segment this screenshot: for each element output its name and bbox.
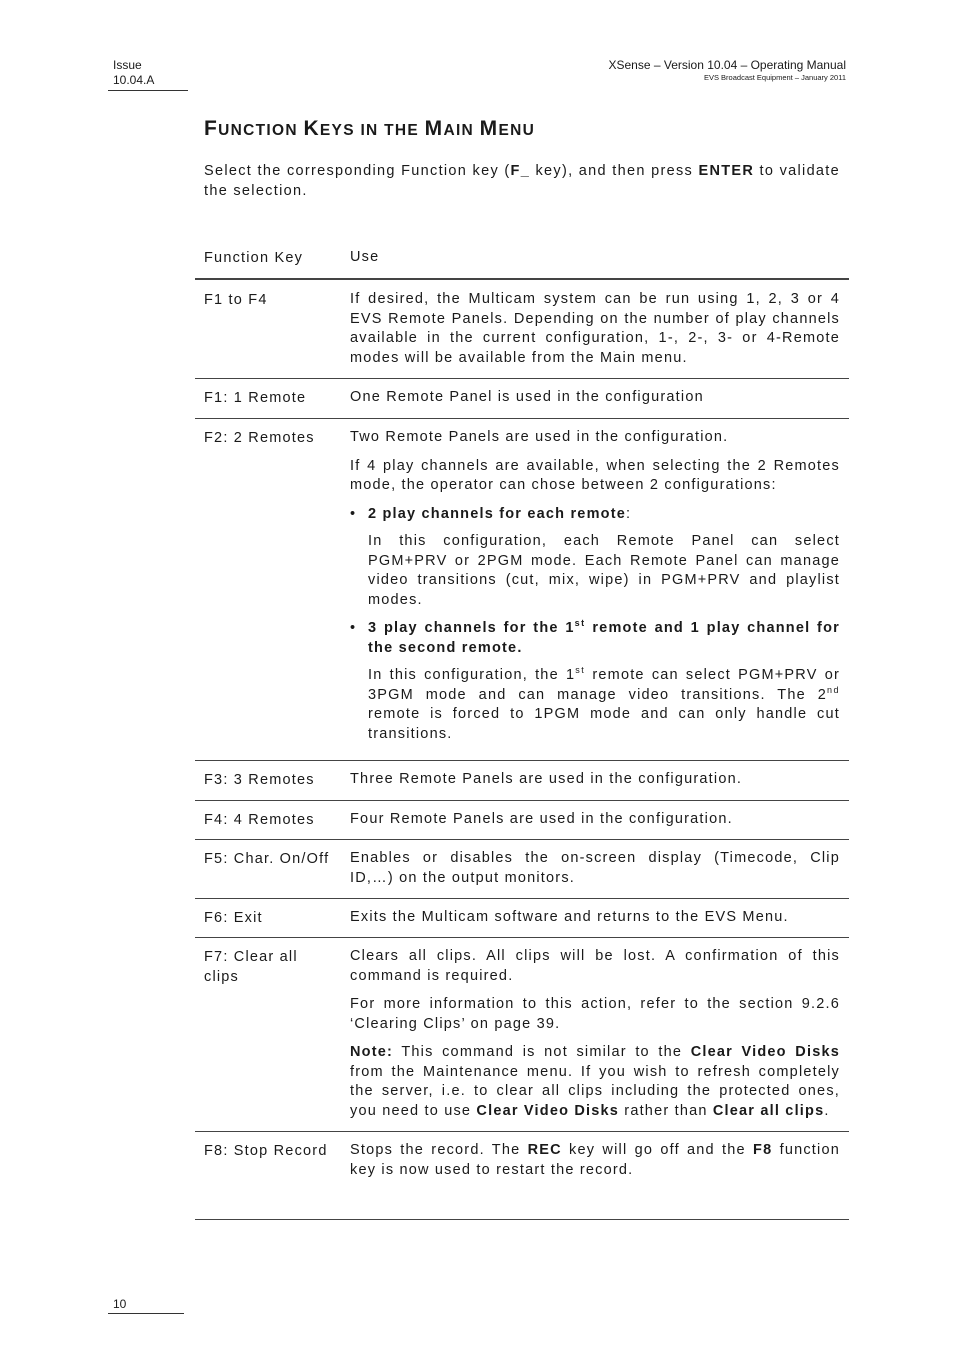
bullet-item [350,619,840,658]
use-cell: Four Remote Panels are used in the configuration. [350,811,733,827]
use-paragraph: Clears all clips. All clips will be lost. A confirmation of this command is required. [350,948,840,984]
table-row [195,379,849,419]
note-label: Note: [350,1044,394,1060]
table-row [195,840,849,899]
use-text: remote is forced to 1PGM mode and can only handle cut transitions. [368,706,840,742]
title-cap: F [204,117,219,140]
use-cell: Enables or disables the on-screen display (Timecode, Clip ID,…) on the output monitors. [350,850,840,886]
use-text: In this configuration, the 1 [368,667,576,683]
intro-text: to validate the selection. [204,163,840,199]
bullet-heading-text: 3 play channels for the 1 [368,620,575,636]
manual-title: XSense – Version 10.04 – Operating Manual [608,58,846,72]
bullet-dot-icon: • [350,505,357,522]
key-cell: F1: 1 Remote [204,390,307,406]
title-small: AIN [443,122,480,139]
use-text: rather than [619,1102,713,1119]
use-text: from the Maintenance menu. If you wish to refresh completely the server, i.e. to clear all clips including the protected ones, you need to use [350,1063,840,1119]
header-rule-left [108,90,188,91]
bold-term: F8 [753,1142,773,1158]
intro-key-enter: ENTER [698,163,755,179]
use-cell: Exits the Multicam software and returns to the EVS Menu. [350,909,789,925]
bullet-heading-text: 2 play channels for each remote [368,505,627,522]
title-cap: M [479,117,499,140]
table-row [195,1132,849,1220]
use-text: function key is now used to restart the record. [350,1142,840,1178]
use-text: Stops the record. The [350,1142,528,1158]
intro-paragraph [204,161,840,201]
use-cell: One Remote Panel is used in the configuration [350,389,704,405]
use-paragraph: Two Remote Panels are used in the configuration. [350,429,729,445]
section-title [204,117,535,141]
column-header-key: Function Key [204,250,304,266]
bullet-dot-icon: • [350,620,357,636]
issue-number: 10.04.A [113,73,155,87]
use-paragraph: In this configuration, each Remote Panel can select PGM+PRV or 2PGM mode. Each Remote Panel can manage video transitions (cut, mix, wipe) in PGM+PRV and playlist modes. [368,533,840,608]
use-cell: Three Remote Panels are used in the configuration. [350,771,743,787]
key-cell: F1 to F4 [204,292,268,308]
issue-block [113,58,154,88]
key-cell: F4: 4 Remotes [204,812,315,828]
ordinal-suffix: nd [826,684,840,695]
bullet-item [350,505,840,525]
manual-header [609,58,847,83]
use-text: . [824,1102,830,1119]
table-row [195,761,849,801]
table-row [195,419,849,761]
title-small: UNCTION [218,122,304,139]
title-cap: K [303,117,320,140]
bullet-heading-colon: : [626,505,632,522]
intro-text: key), and then press [530,163,699,179]
table-row [195,280,849,379]
use-text: remote can select PGM+PRV or 3PGM mode and can manage video transitions. The 2 [368,667,840,703]
use-cell: If desired, the Multicam system can be run using 1, 2, 3 or 4 EVS Remote Panels. Depending on the number of play channels available in the current configuration, 1-, 2-, 3- or 4-Remote modes will be available from the Main menu. [350,291,840,366]
bullet-heading [368,505,631,525]
title-small: EYS IN THE [319,122,425,139]
title-cap: M [424,117,444,140]
use-paragraph: For more information to this action, refer to the section 9.2.6 ‘Clearing Clips’ on page 39. [350,996,840,1032]
column-header-use: Use [350,249,380,265]
use-text: This command is not similar to the [393,1044,691,1060]
table-row [195,801,849,840]
title-small: ENU [498,122,536,139]
key-cell: F6: Exit [204,910,263,926]
table-row [195,899,849,938]
use-cell [350,938,840,1131]
bold-term: REC [527,1142,562,1158]
intro-key-f: F_ [510,163,531,179]
bullet-heading [368,619,840,658]
ordinal-suffix: st [574,618,586,629]
use-cell [350,1132,840,1219]
key-cell: F2: 2 Remotes [204,430,315,446]
page-number: 10 [113,1297,127,1311]
footer-rule [108,1313,184,1314]
manual-subtitle: EVS Broadcast Equipment – January 2011 [703,73,846,82]
function-keys-table [195,247,849,1220]
intro-text: Select the corresponding Function key ( [204,163,511,179]
issue-label: Issue [113,58,142,72]
key-cell: F5: Char. On/Off [204,851,330,867]
bold-term: Clear Video Disks [476,1102,620,1119]
use-text: key will go off and the [561,1142,754,1158]
key-cell: F7: Clear all clips [204,949,298,985]
table-row [195,938,849,1132]
key-cell: F3: 3 Remotes [204,772,315,788]
key-cell: F8: Stop Record [204,1143,328,1159]
bullet-heading-text: remote and 1 play channel for the second remote. [368,620,840,656]
use-paragraph: If 4 play channels are available, when selecting the 2 Remotes mode, the operator can chose between 2 configurations: [350,457,840,493]
use-paragraph [368,666,840,744]
table-header-row [195,247,849,280]
ordinal-suffix: st [575,665,586,676]
note-paragraph [350,1043,840,1121]
bold-term: Clear all clips [712,1102,825,1119]
use-cell [350,419,840,760]
bold-term: Clear Video Disks [690,1044,840,1060]
